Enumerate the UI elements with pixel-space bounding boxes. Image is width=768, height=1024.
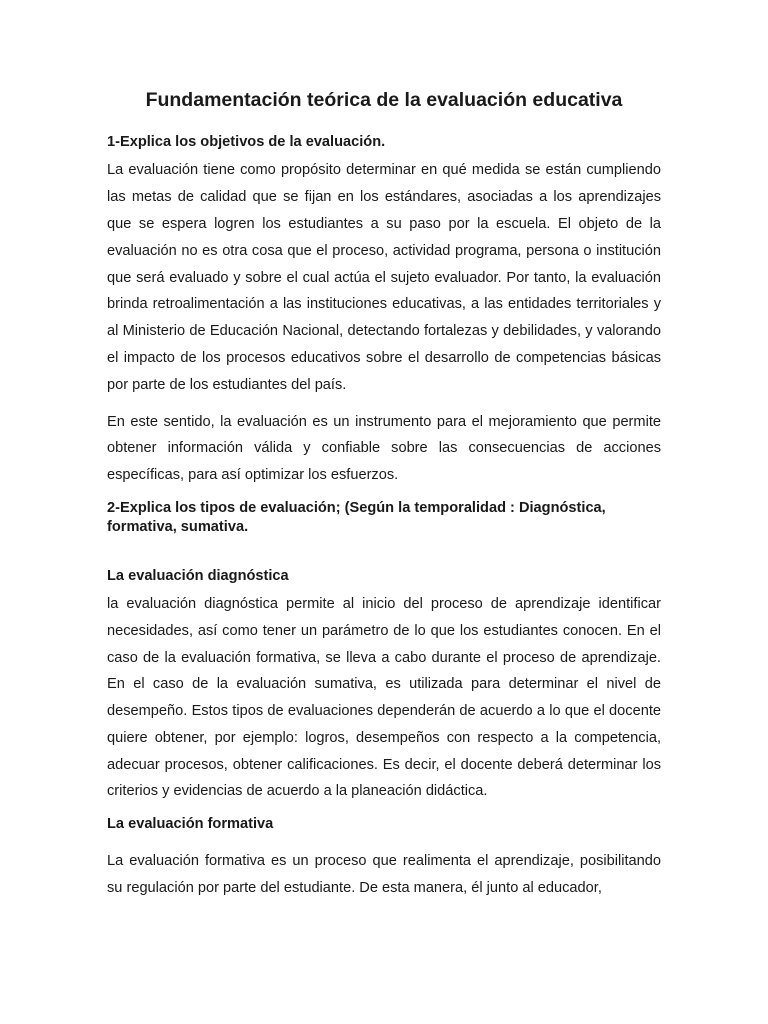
question-1-heading: 1-Explica los objetivos de la evaluación. — [107, 134, 386, 151]
page-title: Fundamentación teórica de la evaluación educativa — [145, 89, 623, 111]
question-1-paragraph-2: En este sentido, la evaluación es un instrumento para el mejoramiento que permite obtener información válida y confiable sobre las consecuencias de acciones específicas, para así optimizar los esfuerzos. — [107, 413, 661, 484]
question-2-heading: 2-Explica los tipos de evaluación; (Según la temporalidad : Diagnóstica, formativa, sumativa. — [107, 499, 606, 535]
question-1-paragraph-1: La evaluación tiene como propósito determinar en qué medida se están cumpliendo las metas de calidad que se fijan en los estándares, asociadas a los aprendizajes que se espera logren los estudiantes a su paso por la escuela. El objeto de la evaluación no es otra cosa que el proceso, actividad programa, persona o institución que será evaluado y sobre el cual actúa el sujeto evaluador. Por tanto, la evaluación brinda retroalimentación a las instituciones educativas, a las entidades territoriales y al Ministerio de Educación Nacional, detectando fortalezas y debilidades, y valorando el impacto de los procesos educativos sobre el desarrollo de competencias básicas por parte de los estudiantes del país. — [107, 162, 661, 393]
section-heading-diagnostica: La evaluación diagnóstica — [107, 567, 289, 584]
section-heading-formativa: La evaluación formativa — [107, 816, 274, 833]
section-paragraph-formativa: La evaluación formativa es un proceso que realimenta el aprendizaje, posibilitando su regulación por parte del estudiante. De esta manera, él junto al educador, — [107, 853, 661, 897]
section-paragraph-diagnostica: la evaluación diagnóstica permite al inicio del proceso de aprendizaje identificar necesidades, así como tener un parámetro de lo que los estudiantes conocen. En el caso de la evaluación formativa, se lleva a cabo durante el proceso de aprendizaje. En el caso de la evaluación sumativa, es utilizada para determinar el nivel de desempeño. Estos tipos de evaluaciones dependerán de acuerdo a lo que el docente quiere obtener, por ejemplo: logros, desempeños con respecto a la competencia, adecuar procesos, obtener calificaciones. Es decir, el docente deberá determinar los criterios y evidencias de acuerdo a la planeación didáctica. — [107, 595, 661, 800]
